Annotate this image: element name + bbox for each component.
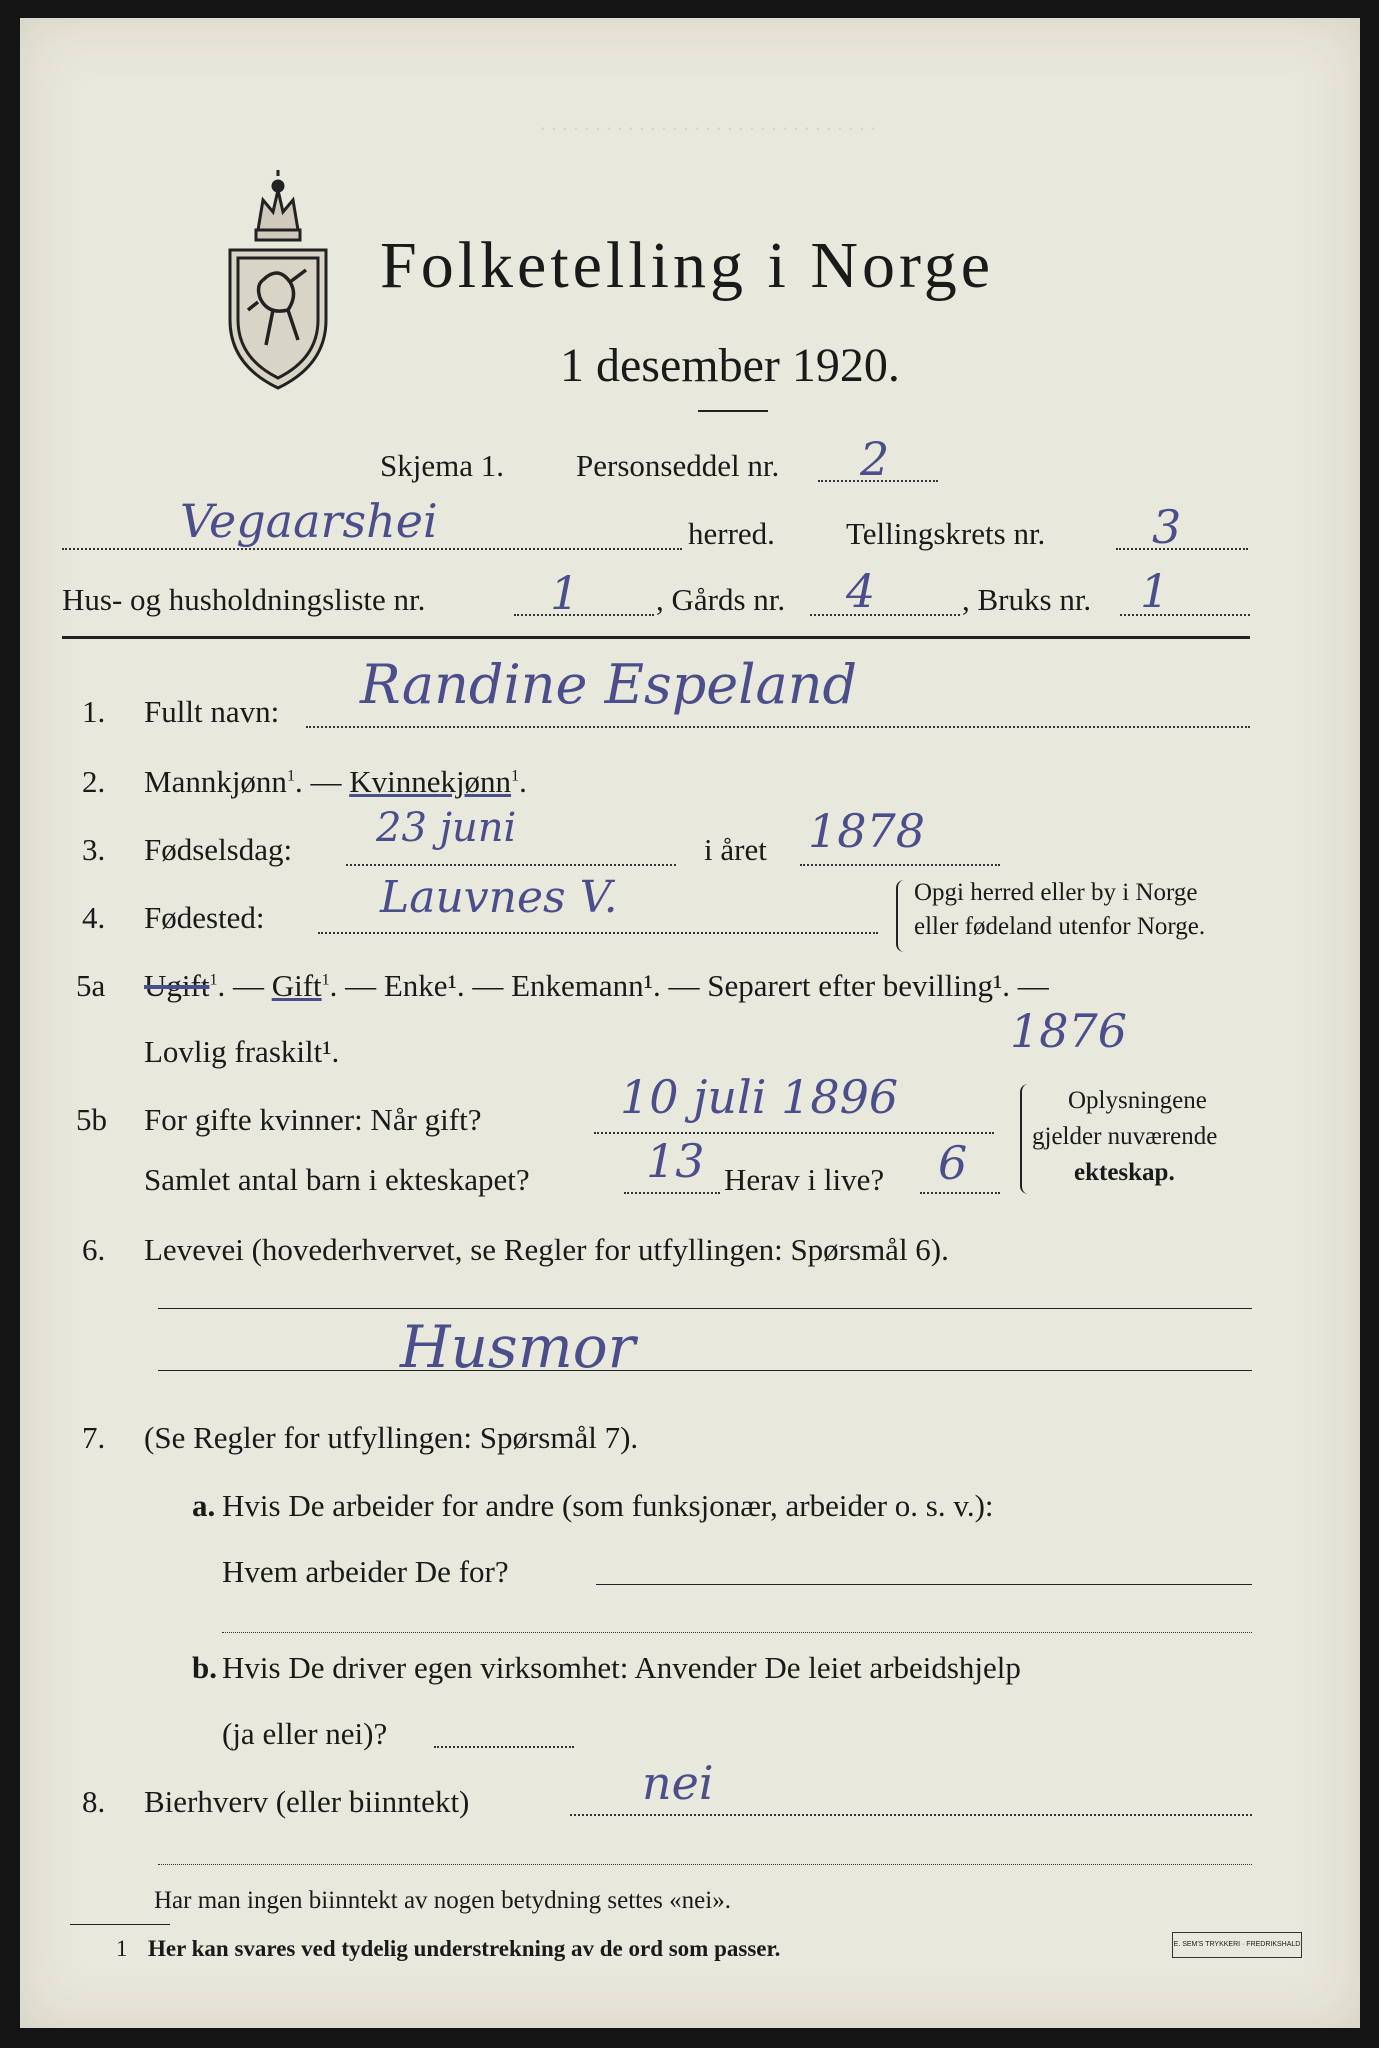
q5a-line2: Lovlig fraskilt¹. xyxy=(144,1034,340,1069)
q1-value: Randine Espeland xyxy=(360,653,858,716)
q7b-number: b. xyxy=(192,1650,217,1685)
q5b-barn-dotline xyxy=(624,1192,720,1194)
q5b-note-line1: Oplysningene xyxy=(1068,1087,1207,1114)
q2-sep: . — xyxy=(294,764,342,799)
printer-stamp: E. SEM'S TRYKKERI · FREDRIKSHALD xyxy=(1172,1932,1302,1958)
q8-number: 8. xyxy=(82,1784,106,1819)
header-rule xyxy=(62,636,1250,639)
q2-male: Mannkjønn xyxy=(144,764,287,799)
tellingskrets-dotline xyxy=(1116,548,1248,550)
q4-number: 4. xyxy=(82,900,106,935)
q3-year-dotline xyxy=(800,864,1000,866)
q5b-barn-label: Samlet antal barn i ekteskapet? xyxy=(144,1162,530,1197)
q2-number: 2. xyxy=(82,764,106,799)
q4-value: Lauvnes V. xyxy=(380,872,618,923)
herred-label: herred. xyxy=(688,516,775,551)
form-date: 1 desember 1920. xyxy=(560,339,900,392)
q7a-text: Hvis De arbeider for andre (som funksjonær, arbeider o. s. v.): xyxy=(222,1488,994,1523)
q5a-number: 5a xyxy=(76,968,106,1003)
q1-label: Fullt navn: xyxy=(144,694,280,729)
herred-value: Vegaarshei xyxy=(180,494,438,548)
herred-dotline xyxy=(62,548,682,550)
q5b-ilive-label: Herav i live? xyxy=(724,1162,885,1197)
q5b-ilive-value: 6 xyxy=(938,1136,968,1190)
q5b-number: 5b xyxy=(76,1102,107,1137)
q2-male-sup: 1 xyxy=(286,767,295,785)
q5a-ugift: Ugift xyxy=(144,968,210,1003)
q5a-rest: — Enke¹. — Enkemann¹. — Separert efter bevilling¹. — xyxy=(345,968,1049,1003)
q4-note-line1: Opgi herred eller by i Norge xyxy=(914,879,1198,906)
q8-label: Bierhverv (eller biinntekt) xyxy=(144,1784,470,1819)
footnote-rule xyxy=(70,1924,170,1925)
q7a-number: a. xyxy=(192,1488,216,1523)
q5b-ilive-dotline xyxy=(920,1192,1000,1194)
q6-line1 xyxy=(158,1308,1252,1309)
coat-of-arms-icon xyxy=(218,170,338,392)
q8-dotline xyxy=(570,1814,1252,1816)
title-divider xyxy=(698,410,768,412)
q5b-label: For gifte kvinner: Når gift? xyxy=(144,1102,482,1137)
q3-number: 3. xyxy=(82,832,106,867)
q3-value: 23 juni xyxy=(376,805,517,851)
q6-number: 6. xyxy=(82,1232,106,1267)
q5a-margin-note: 1876 xyxy=(1010,1004,1128,1058)
q8-value: nei xyxy=(642,1756,714,1810)
q7a-answer-line xyxy=(596,1584,1252,1585)
q1-number: 1. xyxy=(82,694,106,729)
gards-value: 4 xyxy=(846,564,876,618)
q7b-question: (ja eller nei)? xyxy=(222,1716,388,1751)
q5b-value: 10 juli 1896 xyxy=(620,1070,899,1124)
q3-year-value: 1878 xyxy=(808,804,926,858)
personseddel-value: 2 xyxy=(860,432,890,486)
q6-line2 xyxy=(158,1370,1252,1371)
q7-label: (Se Regler for utfyllingen: Spørsmål 7). xyxy=(144,1420,639,1455)
bleed-through-text: . . . . . . . . . . . . . . . . . . . . . . . . . . . . . . . xyxy=(540,110,876,135)
footnote-mark: 1 xyxy=(116,1936,128,1961)
q7b-dotline xyxy=(434,1746,574,1748)
q3-dotline xyxy=(346,864,676,866)
q2-female: Kvinnekjønn xyxy=(349,764,512,799)
schema-label: Skjema 1. xyxy=(380,448,504,483)
husliste-dotline xyxy=(514,614,654,616)
husliste-label: Hus- og husholdningsliste nr. xyxy=(62,582,426,617)
q4-brace xyxy=(896,880,908,952)
q5a-line1: Ugift$^1$. — Gift$^1$. — Enke¹. — Enkemann¹. — Separert efter bevilling¹. — xyxy=(144,968,1049,1003)
nei-note: Har man ingen biinntekt av nogen betydning settes «nei». xyxy=(154,1887,731,1914)
q6-label: Levevei (hovederhvervet, se Regler for utfyllingen: Spørsmål 6). xyxy=(144,1232,949,1267)
q5b-note-line2: gjelder nuværende xyxy=(1032,1123,1218,1150)
q3-year-label: i året xyxy=(704,832,767,867)
q4-label: Fødested: xyxy=(144,900,265,935)
q5b-barn-value: 13 xyxy=(646,1134,705,1188)
husliste-value: 1 xyxy=(550,566,580,620)
q8-answer-line2 xyxy=(158,1864,1252,1865)
q7-number: 7. xyxy=(82,1420,106,1455)
tellingskrets-label: Tellingskrets nr. xyxy=(846,516,1046,551)
q5b-note-line3: ekteskap. xyxy=(1074,1159,1175,1186)
q5a-gift: Gift xyxy=(271,968,322,1003)
q5b-brace xyxy=(1020,1084,1032,1194)
bruks-value: 1 xyxy=(1140,564,1170,618)
q2-end: . xyxy=(519,764,527,799)
q6-value: Husmor xyxy=(400,1313,636,1381)
gards-label: , Gårds nr. xyxy=(656,582,786,617)
tellingskrets-value: 3 xyxy=(1152,500,1182,554)
bruks-label: , Bruks nr. xyxy=(962,582,1092,617)
gards-dotline xyxy=(810,614,960,616)
footnote-text: Her kan svares ved tydelig understrekning av de ord som passer. xyxy=(148,1936,781,1961)
q7b-text: Hvis De driver egen virksomhet: Anvender De leiet arbeidshjelp xyxy=(222,1650,1021,1685)
q2-female-sup: 1 xyxy=(511,767,520,785)
personseddel-label: Personseddel nr. xyxy=(576,448,780,483)
q3-label: Fødselsdag: xyxy=(144,832,293,867)
q7a-answer-line2 xyxy=(222,1632,1252,1633)
form-title: Folketelling i Norge xyxy=(380,229,995,302)
q2-line xyxy=(144,766,527,797)
q4-note-line2: eller fødeland utenfor Norge. xyxy=(914,913,1206,940)
q1-dotline xyxy=(306,726,1250,728)
q7a-question: Hvem arbeider De for? xyxy=(222,1554,509,1589)
q4-dotline xyxy=(318,932,878,934)
census-form xyxy=(20,18,1360,2028)
